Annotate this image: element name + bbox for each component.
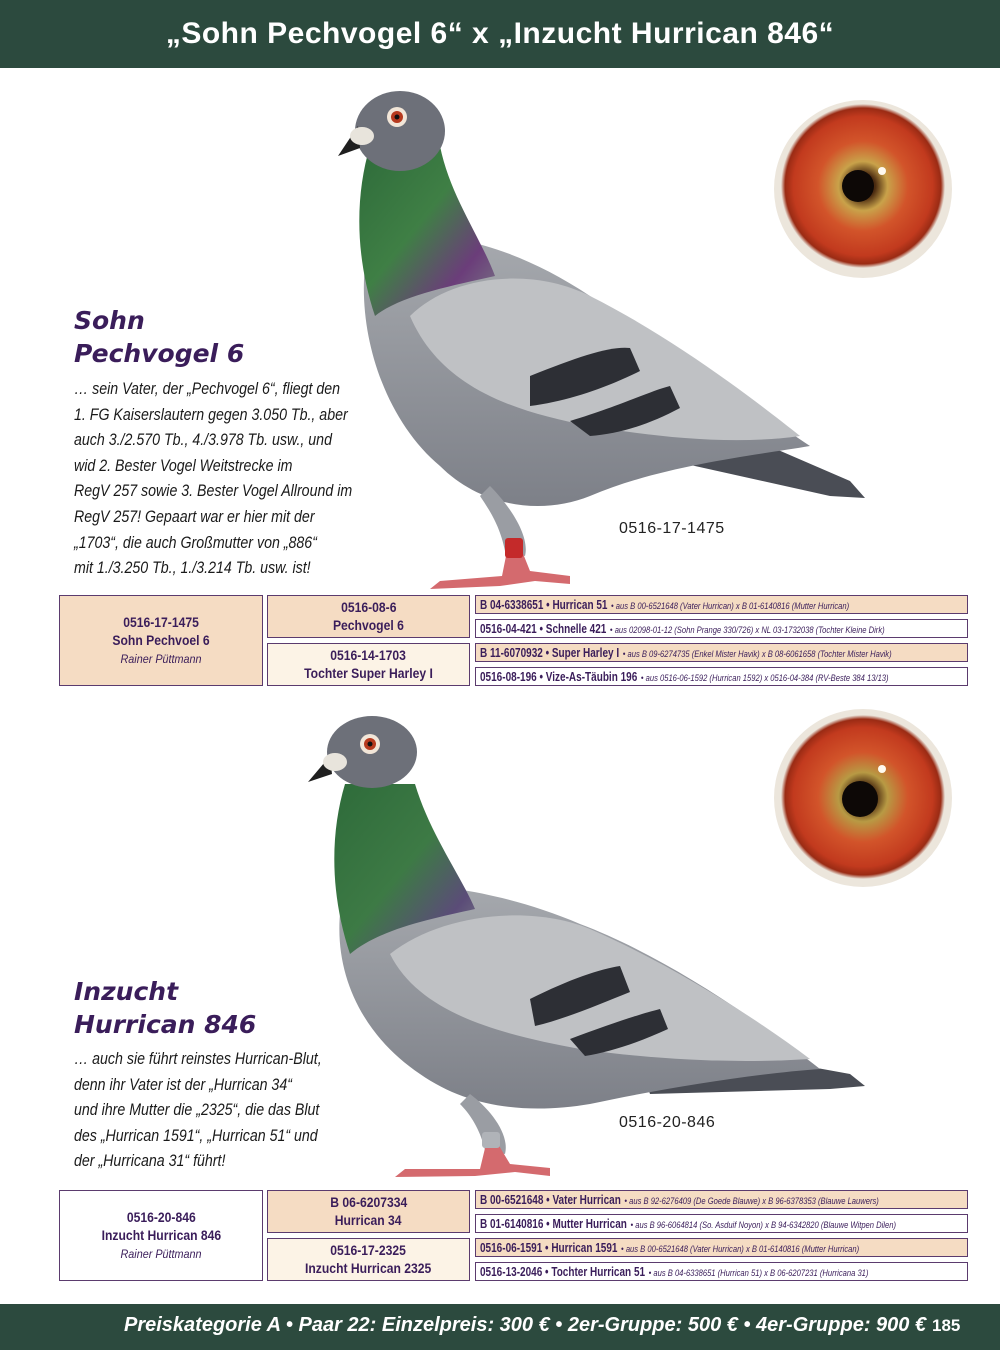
ancestor-main: B 04-6338651 • Hurrican 51 bbox=[480, 598, 608, 612]
ancestor-row bbox=[475, 619, 968, 638]
description-line: des „Hurrican 1591“, „Hurrican 51“ und bbox=[74, 1126, 318, 1145]
dam-name: Inzucht Hurrican 2325 bbox=[305, 1260, 432, 1276]
description-line: wid 2. Bester Vogel Weitstrecke im bbox=[74, 456, 293, 475]
sire-name: Pechvogel 6 bbox=[333, 617, 404, 633]
description-line: auch 3./2.570 Tb., 4./3.978 Tb. usw., und bbox=[74, 431, 332, 450]
subject-breeder: Rainer Püttmann bbox=[120, 651, 202, 666]
description-line: mit 1./3.250 Tb., 1./3.214 Tb. usw. ist! bbox=[74, 559, 311, 578]
pedigree-subject-1 bbox=[59, 595, 263, 686]
ancestor-main: B 00-6521648 • Vater Hurrican bbox=[480, 1193, 621, 1207]
eye-photo-2 bbox=[772, 707, 954, 889]
ancestor-note: • aus B 92-6276409 (De Goede Blauwe) x B 96-6378353 (Blauwe Lauwers) bbox=[624, 1196, 879, 1207]
ancestor-note: • aus B 96-6064814 (So. Asduif Noyon) x B 94-6342820 (Blauwe Witpen Dilen) bbox=[630, 1220, 896, 1231]
page-title: „Sohn Pechvogel 6“ x „Inzucht Hurrican 846“ bbox=[165, 17, 835, 50]
description-line: … auch sie führt reinstes Hurrican-Blut, bbox=[74, 1050, 322, 1068]
page-number: 185 bbox=[932, 1316, 961, 1335]
subject-name: Sohn Pechvoel 6 bbox=[112, 632, 210, 648]
bird-description-2 bbox=[74, 1047, 322, 1175]
pedigree-dam-2 bbox=[267, 1238, 470, 1281]
subject-breeder: Rainer Püttmann bbox=[120, 1246, 202, 1261]
description-line: „1703“, die auch Großmutter von „886“ bbox=[74, 533, 317, 552]
description-line: der „Hurricana 31“ führt! bbox=[74, 1152, 226, 1171]
ancestor-row bbox=[475, 1214, 968, 1233]
subject-ring: 0516-17-1475 bbox=[123, 614, 199, 630]
pedigree-sire-1 bbox=[267, 595, 470, 638]
ancestor-row bbox=[475, 1238, 968, 1257]
ancestor-note: • aus B 00-6521648 (Vater Hurrican) x B 01-6140816 (Mutter Hurrican) bbox=[611, 601, 850, 612]
bird-title-line: Sohn bbox=[74, 306, 145, 335]
ancestor-row bbox=[475, 643, 968, 662]
bird-title-line: Inzucht bbox=[74, 977, 179, 1006]
ancestor-row bbox=[475, 1262, 968, 1281]
bird-title-2 bbox=[74, 975, 256, 1041]
sire-name: Hurrican 34 bbox=[335, 1212, 402, 1228]
ancestor-main: B 11-6070932 • Super Harley I bbox=[480, 646, 620, 660]
ancestor-main: 0516-04-421 • Schnelle 421 bbox=[480, 622, 607, 636]
ancestor-note: • aus B 00-6521648 (Vater Hurrican) x B 01-6140816 (Mutter Hurrican) bbox=[621, 1244, 860, 1255]
bird-title-line: Hurrican 846 bbox=[74, 1010, 257, 1039]
footer-bar bbox=[0, 1304, 1000, 1350]
pedigree-sire-2 bbox=[267, 1190, 470, 1233]
subject-name: Inzucht Hurrican 846 bbox=[101, 1227, 221, 1243]
description-line: RegV 257 sowie 3. Bester Vogel Allround im bbox=[74, 482, 353, 501]
dam-name: Tochter Super Harley I bbox=[304, 665, 433, 681]
bird-title-1 bbox=[74, 304, 244, 370]
bird-title-line: Pechvogel 6 bbox=[74, 339, 245, 368]
sire-ring: B 06-6207334 bbox=[329, 1194, 408, 1210]
dam-ring: 0516-14-1703 bbox=[330, 647, 407, 663]
ancestor-note: • aus B 04-6338651 (Hurrican 51) x B 06-6207231 (Hurricana 31) bbox=[648, 1268, 869, 1279]
ancestor-note: • aus B 09-6274735 (Enkel Mister Havik) x B 08-6061658 (Tochter Mister Havik) bbox=[622, 649, 892, 660]
ring-caption-1: 0516-17-1475 bbox=[619, 520, 725, 537]
header-bar bbox=[0, 0, 1000, 68]
ring-caption-2: 0516-20-846 bbox=[619, 1114, 716, 1131]
sire-ring: 0516-08-6 bbox=[340, 599, 397, 615]
dam-ring: 0516-17-2325 bbox=[330, 1242, 407, 1258]
description-line: RegV 257! Gepaart war er hier mit der bbox=[74, 507, 315, 526]
ancestor-row bbox=[475, 667, 968, 686]
subject-ring: 0516-20-846 bbox=[126, 1209, 196, 1225]
ancestor-main: 0516-08-196 • Vize-As-Täubin 196 bbox=[480, 670, 638, 684]
description-line: 1. FG Kaiserslautern gegen 3.050 Tb., aber bbox=[74, 405, 348, 424]
eye-photo-1 bbox=[772, 98, 954, 280]
description-line: … sein Vater, der „Pechvogel 6“, fliegt den bbox=[74, 380, 341, 398]
ancestor-note: • aus 02098-01-12 (Sohn Prange 330/726) x NL 03-1732038 (Tochter Kleine Dirk) bbox=[609, 625, 885, 636]
ancestor-note: • aus 0516-06-1592 (Hurrican 1592) x 0516-04-384 (RV-Beste 384 13/13) bbox=[640, 673, 889, 684]
bird-description-1 bbox=[74, 377, 352, 582]
ancestor-main: 0516-13-2046 • Tochter Hurrican 51 bbox=[480, 1265, 646, 1279]
ancestor-row bbox=[475, 1190, 968, 1209]
ancestor-row bbox=[475, 595, 968, 614]
pedigree-subject-2 bbox=[59, 1190, 263, 1281]
price-info: Preiskategorie A • Paar 22: Einzelpreis: 300 € • 2er-Gruppe: 500 € • 4er-Gruppe: 900 € bbox=[124, 1314, 927, 1336]
ancestor-main: B 01-6140816 • Mutter Hurrican bbox=[480, 1217, 627, 1231]
description-line: und ihre Mutter die „2325“, die das Blut bbox=[74, 1101, 320, 1120]
description-line: denn ihr Vater ist der „Hurrican 34“ bbox=[74, 1075, 292, 1094]
ancestor-main: 0516-06-1591 • Hurrican 1591 bbox=[480, 1241, 618, 1255]
pedigree-dam-1 bbox=[267, 643, 470, 686]
